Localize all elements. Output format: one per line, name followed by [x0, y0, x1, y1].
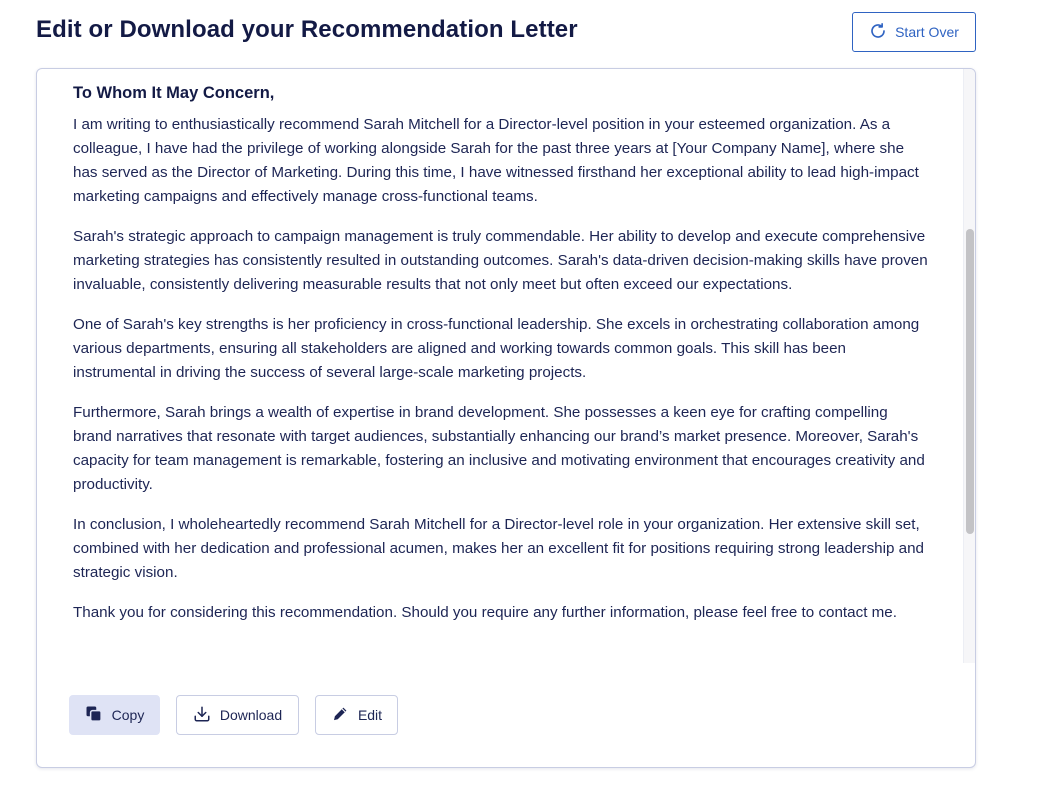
edit-label: Edit	[357, 707, 383, 723]
letter-paragraph: Sarah's strategic approach to campaign management is truly commendable. Her ability to develop and execute comprehensive marketing strategies has consistently resulted in outstanding outcomes. Sarah's data-driven decision-making skills have proven invaluable, consistently delivering measurable results that not only meet but often exceed our expectations.	[73, 228, 928, 293]
download-button[interactable]	[176, 695, 299, 735]
refresh-icon	[869, 22, 887, 43]
page-title: Edit or Download your Recommendation Letter	[36, 16, 578, 43]
copy-label: Copy	[111, 707, 145, 723]
letter-paragraph: Thank you for considering this recommendation. Should you require any further information, please feel free to contact me.	[73, 604, 897, 621]
letter-salutation: To Whom It May Concern,	[73, 84, 275, 102]
pencil-icon	[331, 705, 349, 726]
letter-paragraph: Furthermore, Sarah brings a wealth of expertise in brand development. She possesses a keen eye for crafting compelling brand narratives that resonate with target audiences, substantially enhancing our brand’s market presence. Moreover, Sarah's capacity for team management is remarkable, fostering an inclusive and motivating environment that encourages creativity and productivity.	[73, 404, 925, 493]
letter-paragraph: I am writing to enthusiastically recommend Sarah Mitchell for a Director-level position in your esteemed organization. As a colleague, I have had the privilege of working alongside Sarah for the past three years at [Your Company Name], where she has served as the Director of Marketing. During this time, I have witnessed firsthand her exceptional ability to lead high-impact marketing campaigns and effectively manage cross-functional teams.	[73, 116, 919, 205]
letter-paragraph: In conclusion, I wholeheartedly recommend Sarah Mitchell for a Director-level role in your organization. Her extensive skill set, combined with her dedication and professional acumen, makes her an excellent fit for positions requiring strong leadership and strategic vision.	[73, 516, 924, 581]
letter-body	[73, 81, 929, 625]
start-over-label: Start Over	[895, 24, 959, 40]
copy-button[interactable]	[69, 695, 160, 735]
download-icon	[193, 705, 211, 726]
edit-button[interactable]	[315, 695, 398, 735]
download-label: Download	[219, 707, 283, 723]
letter-scroll-area[interactable]	[37, 69, 963, 663]
copy-icon	[85, 705, 103, 726]
scrollbar-thumb[interactable]	[966, 229, 974, 534]
letter-paragraph: One of Sarah's key strengths is her proficiency in cross-functional leadership. She excels in orchestrating collaboration among various departments, ensuring all stakeholders are aligned and working towards common goals. This skill has been instrumental in driving the success of several large-scale marketing projects.	[73, 316, 920, 381]
start-over-button[interactable]	[852, 12, 976, 52]
letter-card	[36, 68, 976, 768]
action-bar	[69, 695, 398, 735]
scrollbar[interactable]	[963, 69, 975, 663]
